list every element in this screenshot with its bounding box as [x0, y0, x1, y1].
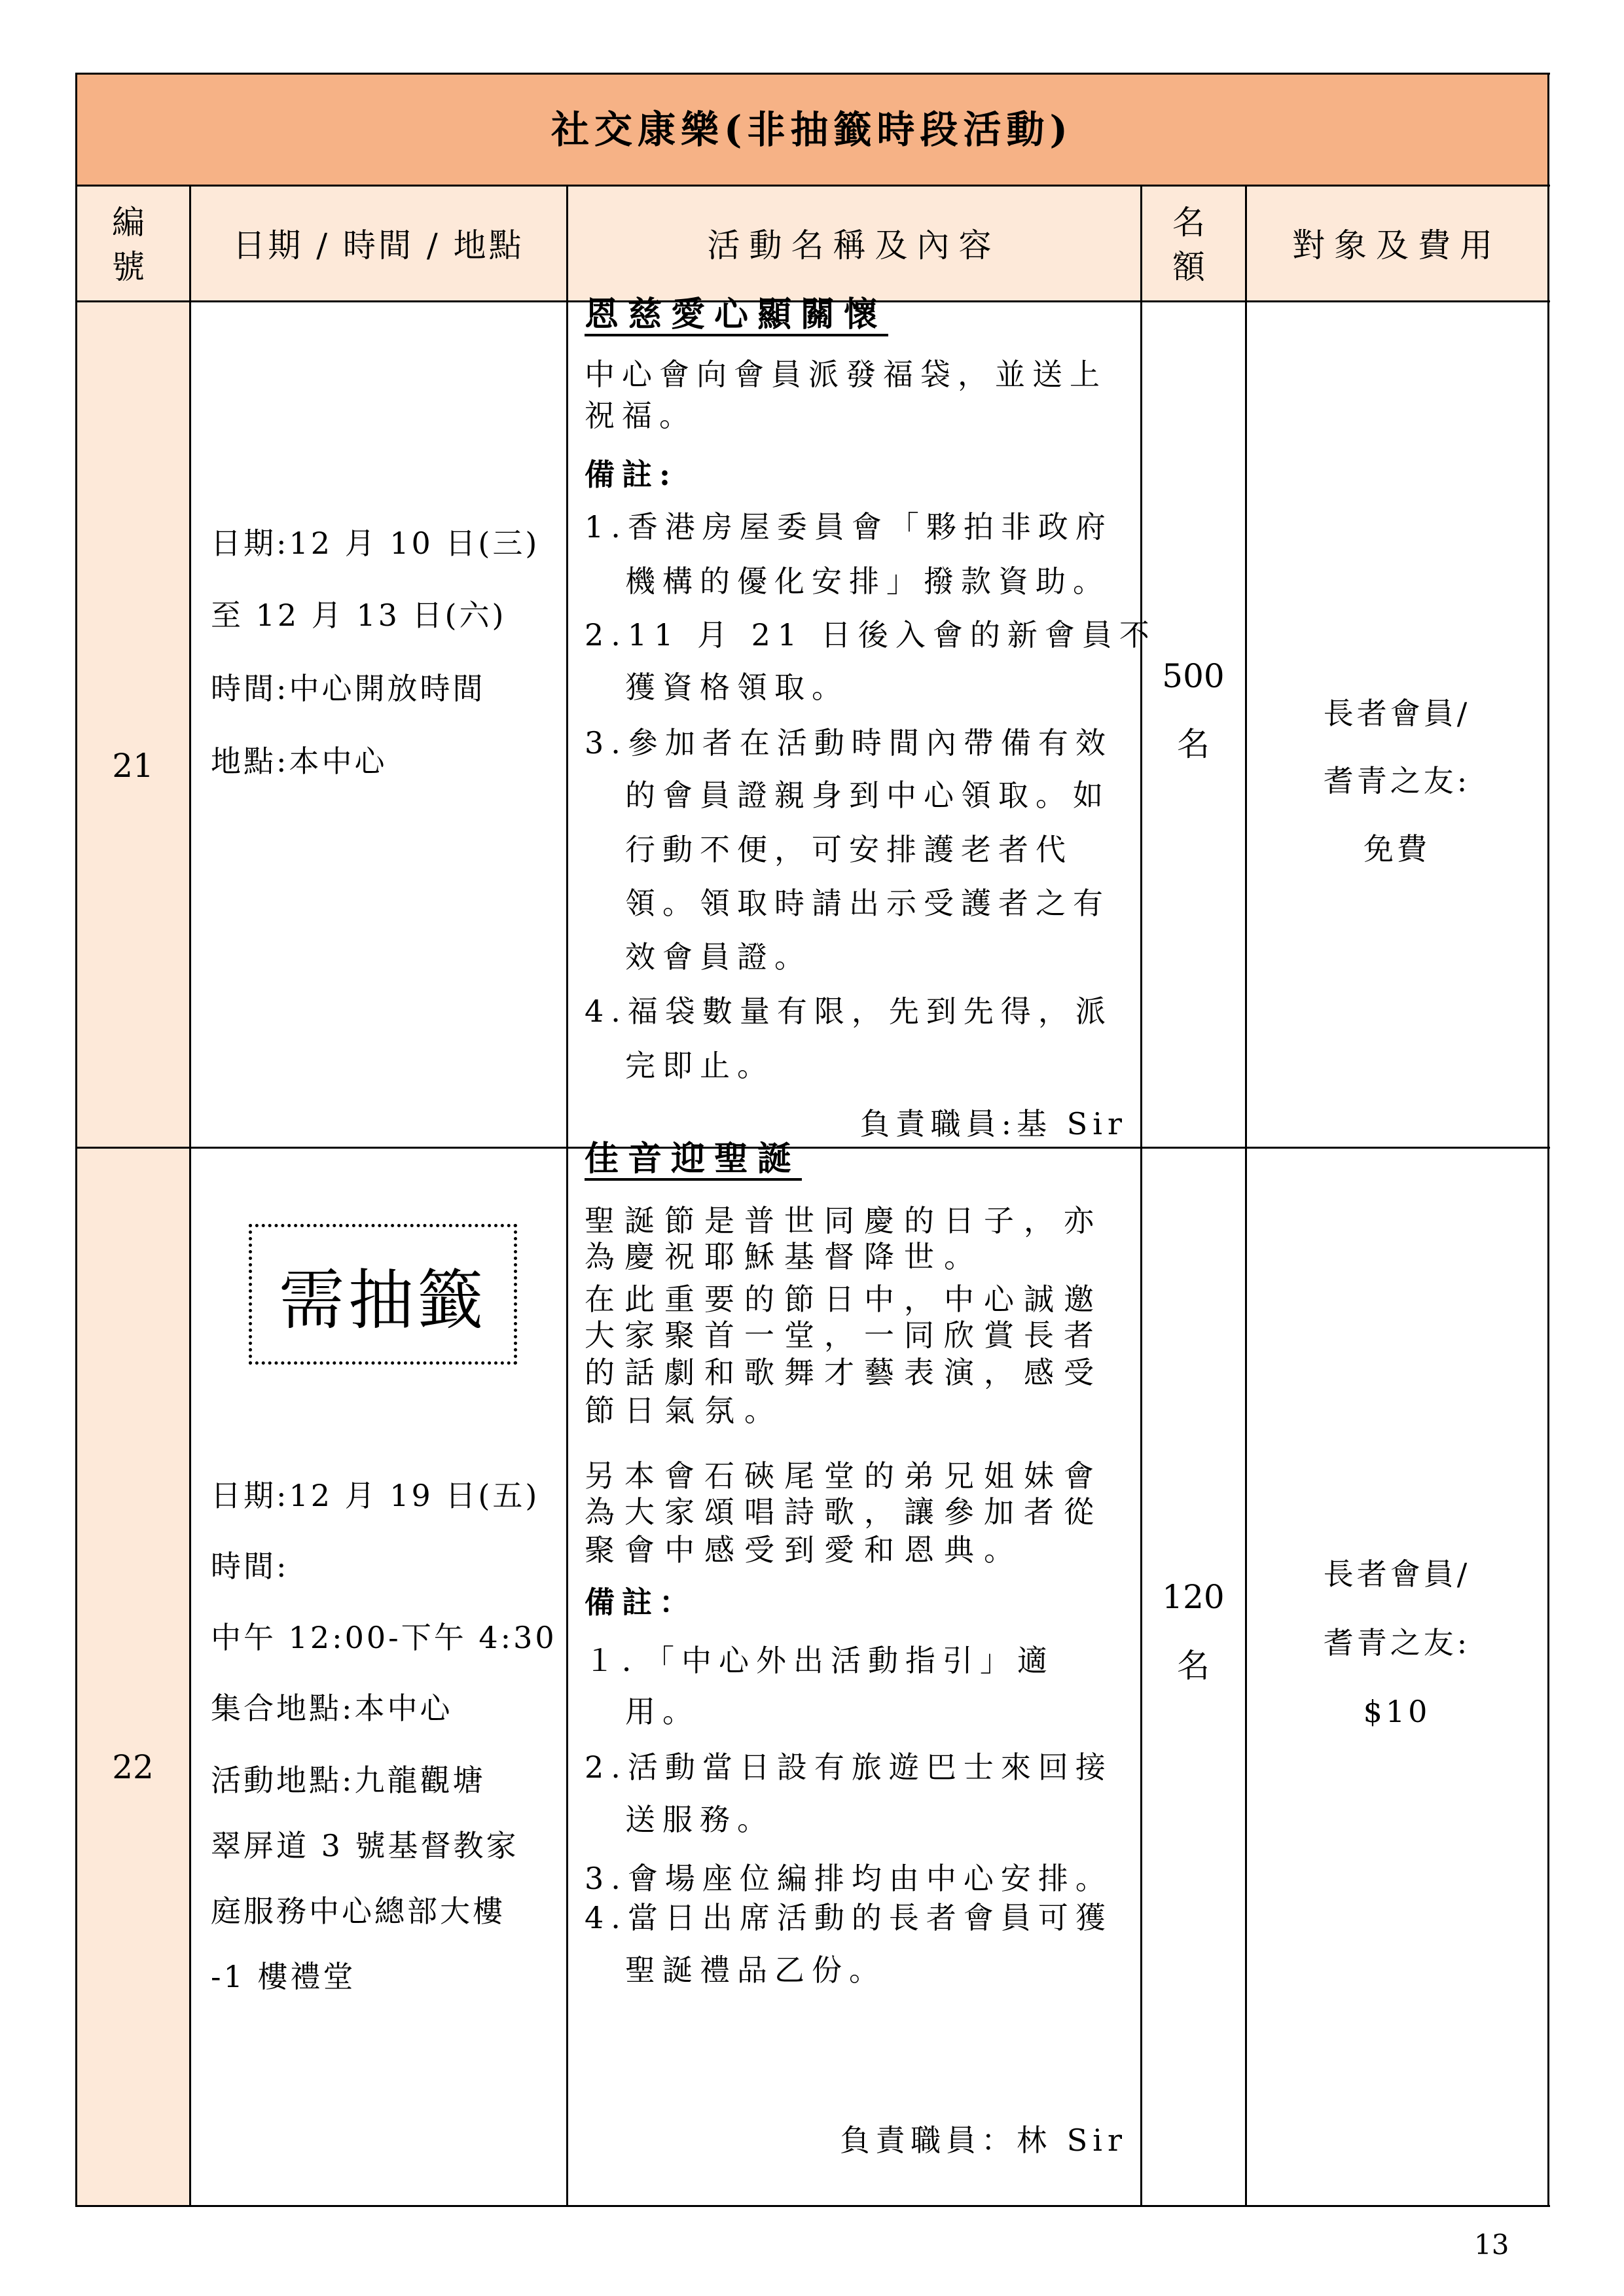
remark-line: 完即止。 — [625, 1048, 774, 1083]
schedule-line: 至 12 月 13 日(六) — [211, 598, 507, 633]
column-divider — [566, 185, 568, 2207]
schedule-line: -1 樓禮堂 — [211, 1959, 356, 1994]
target-line: 耆青之友: — [1323, 1625, 1471, 1660]
remark-line: 領。領取時請出示受護者之有 — [625, 886, 1110, 921]
staff-in-charge: 負責職員:基 Sir — [859, 1106, 1127, 1141]
activity-description-line: 聖誕節是普世同慶的日子，亦 — [585, 1203, 1104, 1238]
remark-line: 3.會場座位編排均由中心安排。 — [585, 1861, 1113, 1896]
header-no: 編 — [112, 204, 154, 242]
activity-description-line: 在此重要的節日中，中心誠邀 — [585, 1282, 1104, 1317]
header-no: 號 — [112, 248, 154, 286]
remarks-label: 備註: — [585, 457, 677, 492]
remark-line: 效會員證。 — [625, 939, 812, 975]
schedule-line: 活動地點:九龍觀塘 — [211, 1763, 486, 1798]
schedule-line: 時間:中心開放時間 — [211, 671, 486, 706]
remark-line: １．「中心外出活動指引」適 — [585, 1643, 1055, 1678]
table-border-left — [75, 73, 77, 2207]
remark-line: 4.當日出席活動的長者會員可獲 — [585, 1900, 1113, 1935]
remark-line: 送服務。 — [625, 1802, 774, 1837]
remark-line: 獲資格領取。 — [625, 670, 849, 705]
schedule-line: 集合地點:本中心 — [211, 1691, 453, 1726]
column-divider — [1140, 185, 1142, 2207]
header-quota: 額 — [1172, 248, 1214, 286]
activity-description-line: 另本會石硤尾堂的弟兄姐妹會 — [585, 1458, 1104, 1494]
row-number: 21 — [112, 747, 154, 785]
quota-unit: 名 — [1177, 725, 1210, 763]
remark-line: 1.香港房屋委員會「夥拍非政府 — [585, 509, 1113, 545]
remark-line: 4.福袋數量有限，先到先得，派 — [585, 994, 1113, 1029]
number-column-band — [76, 301, 190, 2206]
schedule-line: 日期:12 月 10 日(三) — [211, 526, 540, 561]
page-number: 13 — [1474, 2229, 1509, 2261]
header-datetime-place: 日期 / 時間 / 地點 — [232, 226, 524, 264]
quota-value: 500 — [1162, 657, 1225, 695]
activity-description-line: 節日氣氛。 — [585, 1393, 784, 1428]
schedule-line: 時間: — [211, 1549, 289, 1584]
schedule-line: 庭服務中心總部大樓 — [211, 1893, 505, 1929]
fee-value: $10 — [1363, 1694, 1431, 1729]
schedule-line: 翠屏道 3 號基督教家 — [211, 1828, 519, 1863]
activity-title: 佳音迎聖誕 — [585, 1140, 802, 1181]
remark-line: 3.參加者在活動時間內帶備有效 — [585, 725, 1113, 761]
activity-description-line: 的話劇和歌舞才藝表演，感受 — [585, 1355, 1104, 1390]
remark-line: 聖誕禮品乙份。 — [625, 1952, 886, 1988]
column-divider — [189, 185, 191, 2207]
activity-description-line: 大家聚首一堂，一同欣賞長者 — [585, 1318, 1104, 1353]
remark-line: 機構的優化安排」撥款資助。 — [625, 564, 1110, 599]
fee-value: 免費 — [1363, 831, 1430, 867]
activity-description-line: 為大家頌唱詩歌，讓參加者從 — [585, 1494, 1104, 1530]
activity-description-line: 為慶祝耶穌基督降世。 — [585, 1239, 984, 1274]
schedule-line: 中午 12:00-下午 4:30 — [211, 1620, 557, 1655]
remark-line: 2.11 月 21 日後入會的新會員不 — [585, 617, 1157, 653]
remark-line: 2.活動當日設有旅遊巴士來回接 — [585, 1749, 1113, 1785]
quota-unit: 名 — [1177, 1647, 1210, 1685]
header-activity: 活動名稱及內容 — [707, 226, 1001, 264]
remark-line: 行動不便，可安排護老者代 — [625, 832, 1073, 867]
schedule-line: 地點:本中心 — [211, 744, 388, 779]
activity-description-line: 中心會向會員派發福袋，並送上 — [585, 357, 1107, 392]
header-quota: 名 — [1172, 204, 1214, 242]
activity-description-line: 祝福。 — [585, 398, 696, 433]
table-border-top — [76, 73, 1550, 75]
activity-description-line: 聚會中感受到愛和恩典。 — [585, 1532, 1024, 1568]
target-line: 耆青之友: — [1323, 763, 1471, 798]
row-number: 22 — [112, 1748, 154, 1786]
target-line: 長者會員/ — [1323, 1556, 1471, 1592]
table-rule — [76, 185, 1550, 187]
table-rule — [76, 1147, 1550, 1149]
page-title: 社交康樂(非抽籤時段活動) — [551, 107, 1073, 152]
activity-title: 恩慈愛心顯關懷 — [585, 296, 888, 336]
staff-in-charge: 負責職員：林 Sir — [840, 2123, 1127, 2158]
header-target-fee: 對象及費用 — [1292, 226, 1502, 264]
column-divider — [1245, 185, 1247, 2207]
table-border-right — [1547, 73, 1549, 2207]
quota-value: 120 — [1162, 1578, 1225, 1616]
remarks-label: 備註： — [585, 1585, 696, 1620]
remark-line: 用。 — [625, 1694, 700, 1729]
table-border-bottom — [76, 2205, 1550, 2207]
remark-line: 的會員證親身到中心領取。如 — [625, 778, 1110, 813]
target-line: 長者會員/ — [1323, 696, 1471, 731]
lottery-required-badge: 需抽籤 — [249, 1224, 517, 1365]
schedule-line: 日期:12 月 19 日(五) — [211, 1478, 540, 1513]
